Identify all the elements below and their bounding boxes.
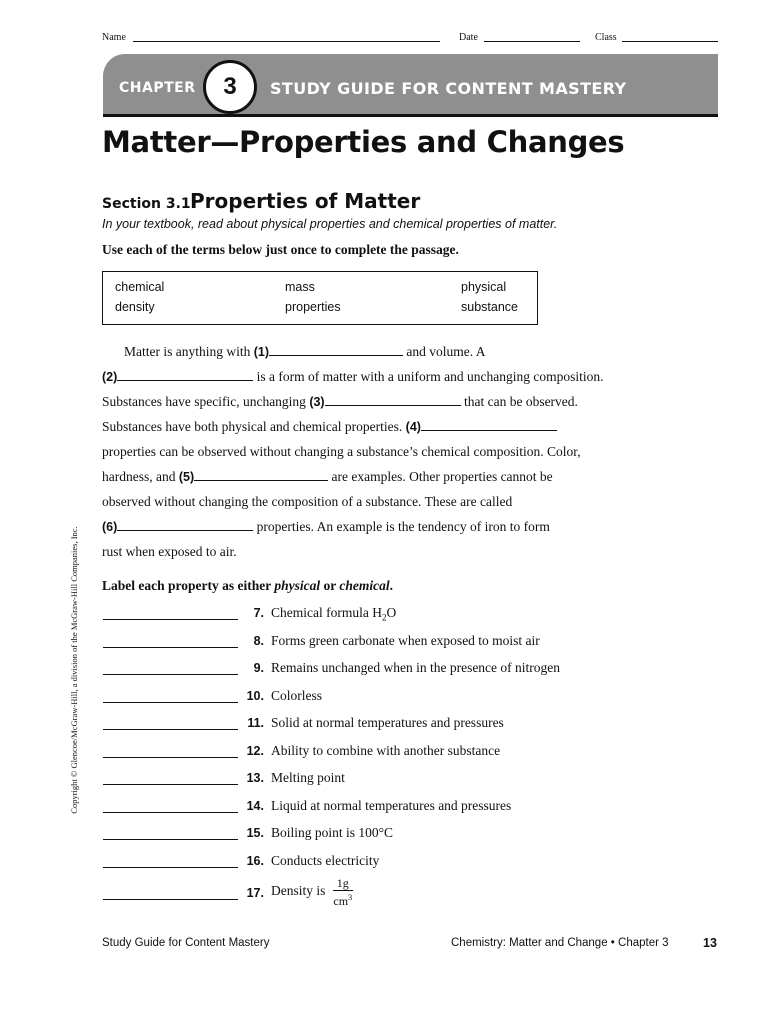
item-number: 11. [247,716,264,730]
name-label: Name [102,32,126,43]
answer-line-8[interactable] [103,647,238,648]
date-label: Date [459,32,478,43]
passage-text: Substances have specific, unchanging [102,394,306,409]
blank-2[interactable] [117,370,253,381]
passage-text: and volume. A [406,344,486,359]
item-text: Colorless [271,688,323,703]
term-substance: substance [461,300,518,314]
answer-line-15[interactable] [103,839,238,840]
passage-line [124,344,486,360]
item-number: 12. [246,744,264,758]
term-density: density [115,300,155,314]
density-fraction [333,876,353,908]
passage-text: Substances have both physical and chemical properties. [102,419,403,434]
passage-text: is a form of matter with a uniform and unchanging composition. [256,369,604,384]
passage-line [102,469,553,485]
fraction-numerator: 1g [333,876,353,891]
date-field[interactable] [484,41,580,42]
item-number: 16. [246,854,264,868]
answer-line-13[interactable] [103,784,238,785]
answer-line-9[interactable] [103,674,238,675]
answer-line-12[interactable] [103,757,238,758]
item-number: 14. [246,799,264,813]
item-number: 7. [253,606,264,620]
fraction-denominator [333,891,353,908]
label-instruction [102,578,393,594]
item-text: Remains unchanged when in the presence of nitrogen [271,660,561,675]
fraction-unit: cm [333,894,349,908]
passage-line [102,419,557,435]
answer-line-17[interactable] [103,899,238,900]
section-intro: In your textbook, read about physical properties and chemical properties of matter. [102,217,558,231]
passage-text: hardness, and [102,469,176,484]
blank-number: (4) [405,420,421,434]
item-text: Solid at normal temperatures and pressures [271,715,504,730]
item-text: Conducts electricity [271,853,380,868]
item-number: 8. [253,634,264,648]
item-text [271,876,353,908]
passage-text: properties can be observed without changing a substance’s chemical composition. Color, [102,444,581,459]
item-text: Melting point [271,770,345,785]
item-text: Liquid at normal temperatures and pressures [271,798,512,813]
footer-left: Study Guide for Content Mastery [102,937,270,949]
answer-line-14[interactable] [103,812,238,813]
answer-line-10[interactable] [103,702,238,703]
term-physical: physical [461,280,507,294]
passage-line [102,394,578,410]
instruction-chemical: chemical [339,578,390,593]
blank-number: (3) [309,395,325,409]
blank-number: (1) [253,345,270,359]
item-number: 13. [246,771,264,785]
item-number: 15. [246,826,264,840]
passage-text: that can be observed. [463,394,578,409]
copyright-notice: Copyright © Glencoe/McGraw-Hill, a division of the McGraw-Hill Companies, Inc. [69,526,79,814]
answer-line-16[interactable] [103,867,238,868]
blank-number: (2) [102,370,118,384]
subscript: 2 [381,612,387,623]
term-chemical: chemical [115,280,165,294]
term-mass: mass [285,280,315,294]
instruction-text: or [320,578,340,593]
banner-title: STUDY GUIDE FOR CONTENT MASTERY [270,79,627,98]
blank-4[interactable] [421,420,557,431]
item-number: 9. [253,661,264,675]
instruction-physical: physical [274,578,321,593]
footer-right: Chemistry: Matter and Change • Chapter 3 [451,937,669,949]
blank-1[interactable] [269,345,403,356]
item-text-part: Density is [271,883,326,899]
answer-line-11[interactable] [103,729,238,730]
blank-number: (5) [178,470,195,484]
passage-text: are examples. Other properties cannot be [331,469,553,484]
item-text: Boiling point is 100°C [271,825,394,840]
item-text-part: Chemical formula H [271,605,382,620]
item-text: Forms green carbonate when exposed to moist air [271,633,540,648]
superscript: 3 [348,893,353,902]
class-field[interactable] [622,41,718,42]
passage-text: observed without changing the composition of a substance. These are called [102,494,513,509]
blank-6[interactable] [117,520,253,531]
blank-number: (6) [102,520,118,534]
item-text-part: O [386,605,397,620]
chapter-number: 3 [223,73,237,100]
term-properties: properties [285,300,341,314]
chapter-word: CHAPTER [119,80,196,96]
page-title: Matter—Properties and Changes [102,125,625,159]
page-number: 13 [703,936,717,950]
item-number: 17. [246,886,264,900]
item-text [271,605,396,623]
passage-text: Matter is anything with [124,344,251,359]
blank-3[interactable] [325,395,461,406]
item-number: 10. [246,689,264,703]
class-label: Class [595,32,617,43]
item-text: Ability to combine with another substance [271,743,501,758]
banner-rule [103,114,718,117]
instruction-text: Label each property as either [102,578,275,593]
blank-5[interactable] [194,470,328,481]
passage-line [102,519,550,535]
passage-line [102,369,603,385]
section-label: Section 3.1 [102,196,191,212]
instruction-text: . [389,578,393,593]
passage-text: rust when exposed to air. [102,544,237,559]
passage-text: properties. An example is the tendency of iron to form [256,519,550,534]
section-title: Properties of Matter [190,189,421,213]
passage-instruction: Use each of the terms below just once to complete the passage. [102,242,459,257]
answer-line-7[interactable] [103,619,238,620]
name-field[interactable] [133,41,440,42]
